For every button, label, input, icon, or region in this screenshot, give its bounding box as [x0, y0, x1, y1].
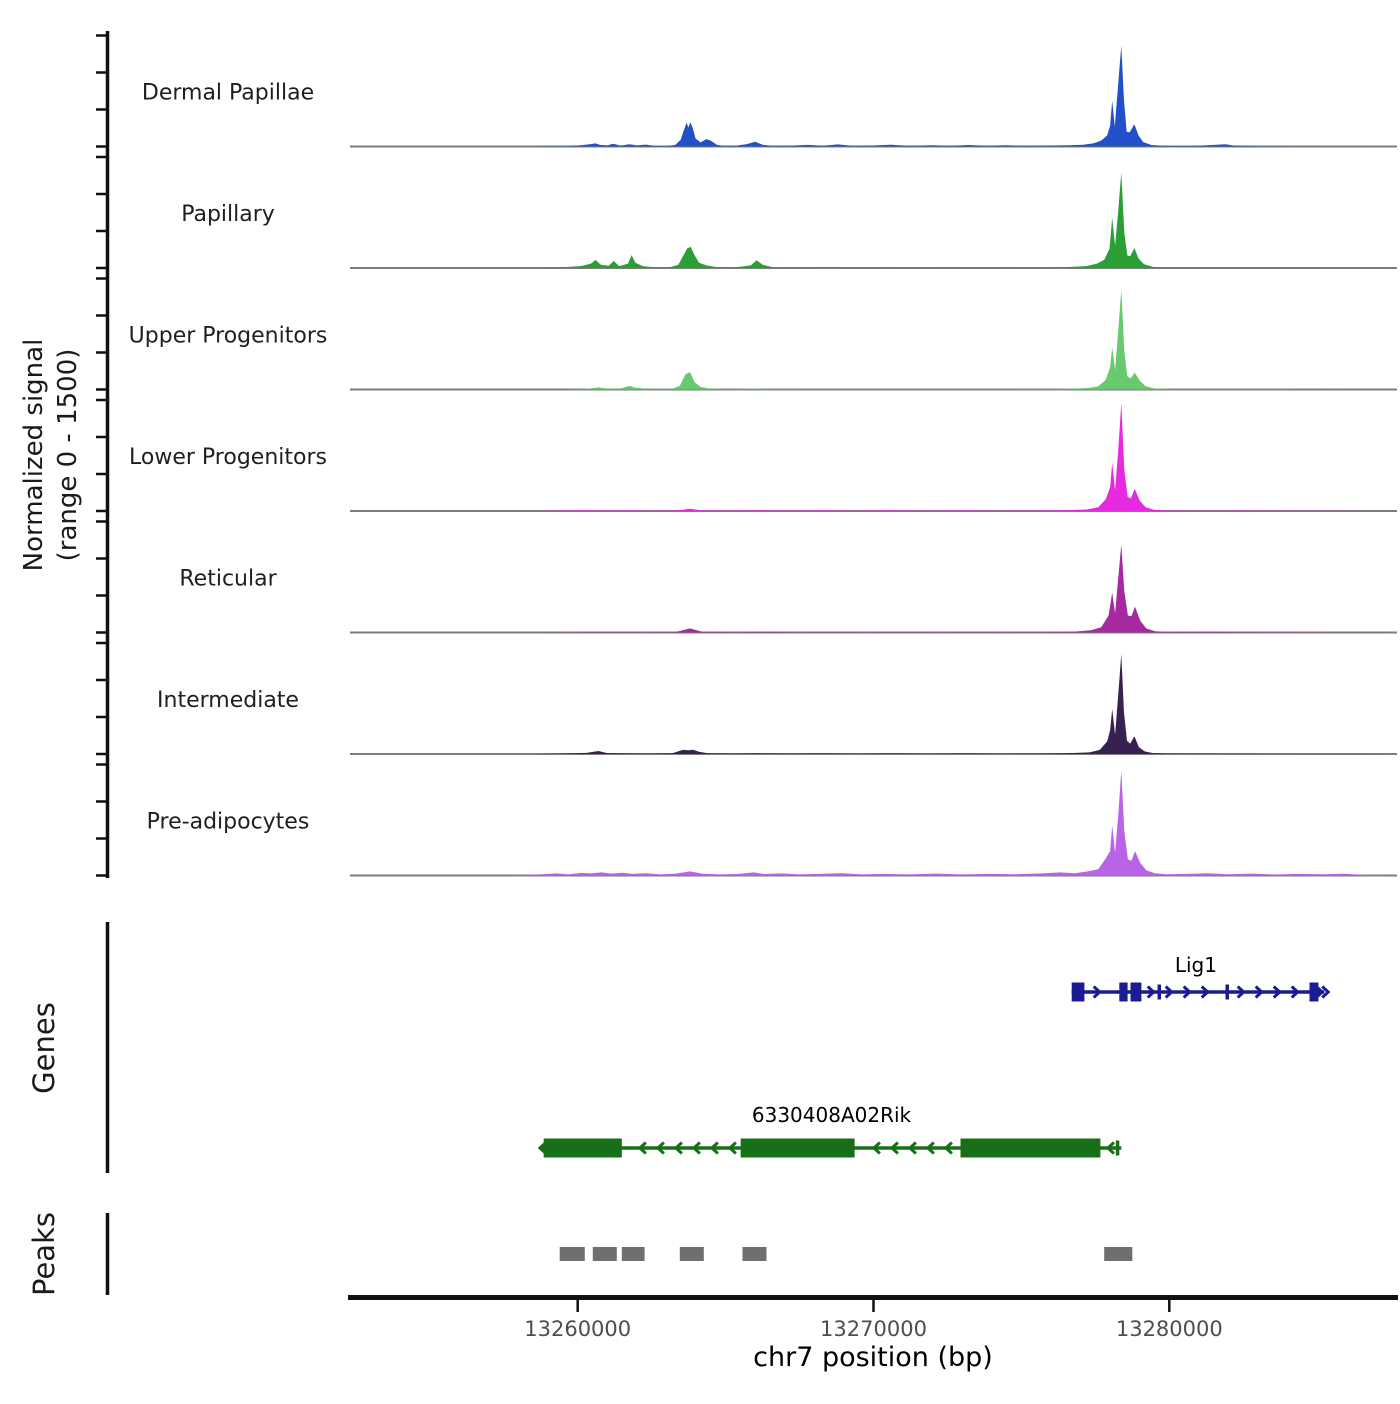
gene-lig1-exon	[1131, 983, 1142, 1002]
y-axis-label-line2: (range 0 - 1500)	[53, 348, 83, 562]
peaks-section-label: Peaks	[27, 1212, 61, 1296]
signal-area-lower-progenitors	[350, 403, 1397, 511]
gene-lig1-small-exon-tick	[1158, 985, 1162, 1000]
signal-area-intermediate	[350, 654, 1397, 754]
signal-area-papillary	[350, 173, 1397, 269]
gene-6330408a02rik-label: 6330408A02Rik	[751, 1103, 912, 1127]
genes-section-label: Genes	[27, 1002, 61, 1094]
signal-area-reticular	[350, 544, 1397, 632]
y-axis-label-line1: Normalized signal	[19, 338, 49, 572]
track-label-reticular: Reticular	[179, 566, 277, 592]
gene-6330408a02rik-exon	[741, 1139, 855, 1158]
track-label-dermal-papillae: Dermal Papillae	[141, 80, 315, 106]
generated-chart-layer	[96, 31, 1398, 1341]
gene-6330408a02rik-exon	[544, 1139, 622, 1158]
track-label-upper-progenitors: Upper Progenitors	[128, 323, 328, 349]
x-tick-label: 13260000	[524, 1317, 632, 1341]
peak-interval	[560, 1247, 585, 1261]
peak-interval	[680, 1247, 704, 1261]
gene-6330408a02rik-exon	[961, 1139, 1101, 1158]
gene-lig1-exon	[1072, 983, 1085, 1002]
gene-lig1-exon	[1119, 983, 1127, 1002]
peak-interval	[593, 1247, 617, 1261]
x-tick-label: 13280000	[1115, 1317, 1223, 1341]
peak-interval	[743, 1247, 767, 1261]
track-label-intermediate: Intermediate	[157, 688, 299, 713]
gene-lig1-small-exon-tick	[1226, 985, 1230, 1000]
x-tick-label: 13270000	[820, 1317, 927, 1341]
track-label-papillary: Papillary	[181, 202, 275, 227]
signal-area-upper-progenitors	[350, 290, 1397, 390]
x-axis-title: chr7 position (bp)	[753, 1342, 993, 1373]
track-label-lower-progenitors: Lower Progenitors	[129, 445, 327, 470]
track-label-pre-adipocytes: Pre-adipocytes	[146, 809, 310, 835]
gene-lig1-label: Lig1	[1174, 953, 1217, 977]
peak-interval	[622, 1247, 645, 1261]
gene-6330408a02rik-small-exon-tick	[1116, 1141, 1120, 1156]
signal-area-dermal-papillae	[350, 46, 1397, 147]
peak-interval	[1104, 1247, 1132, 1261]
gene-lig1-exon	[1310, 983, 1319, 1002]
signal-area-pre-adipocytes	[350, 770, 1397, 875]
